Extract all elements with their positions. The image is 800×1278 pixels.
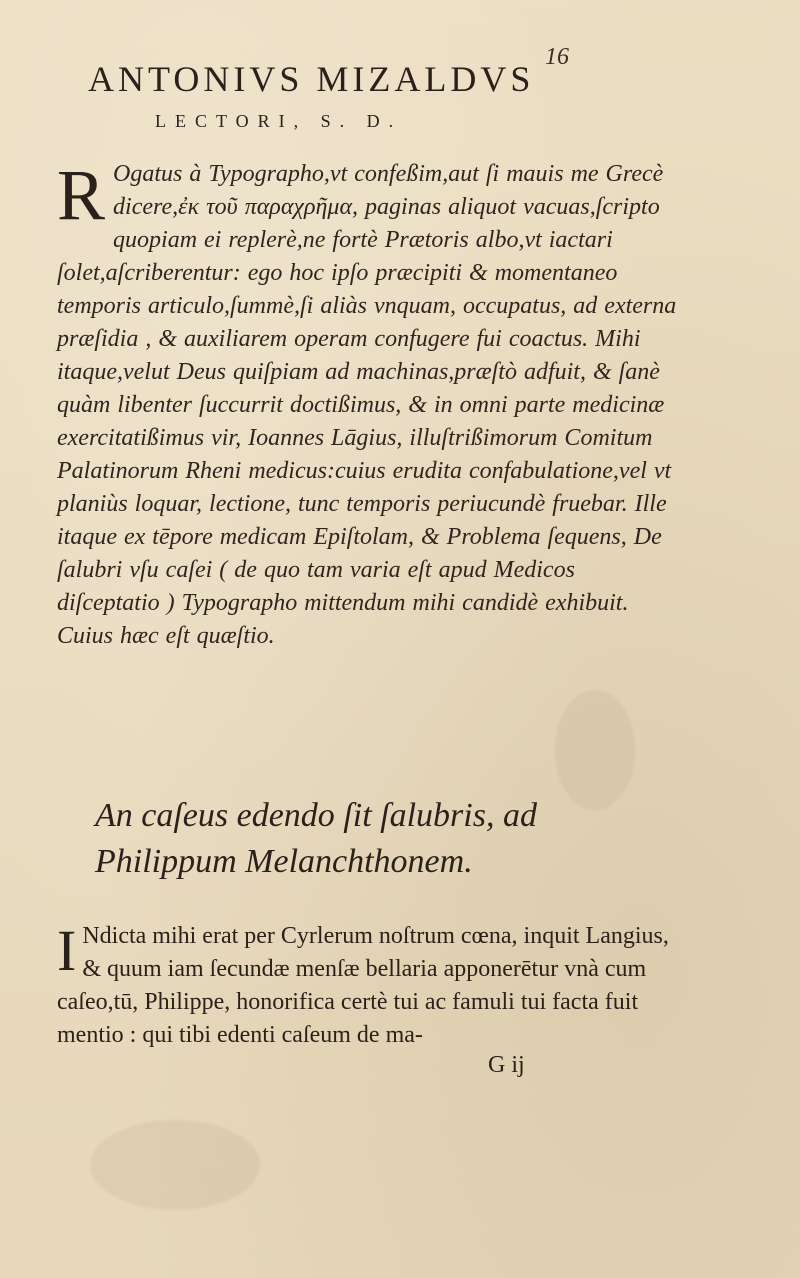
- author-heading: ANTONIVS MIZALDVS: [88, 59, 535, 99]
- letter-text-block: [57, 155, 677, 653]
- page-number: 16: [545, 44, 569, 70]
- paragraph-body: Ndicta mihi erat per Cyrlerum noſtrum cœna, inquit Langius, & quum iam ſecundæ menſæ bellaria apponerētur vnà cum caſeo,tū, Philippe, honorifica certè tui ac famuli tui facta fuit mentio : qui tibi edenti caſeum de ma-: [57, 923, 669, 1048]
- paragraph-drop-cap: I: [57, 918, 77, 983]
- paper-stain: [555, 690, 635, 810]
- letter-body: Ogatus à Typographo,vt confeßim,aut ſi mauis me Grecè dicere,ἐκ τοῦ παραχρῆμα, paginas aliquot vacuas,ſcripto quopiam ei replerè,ne fortè Prætoris albo,vt iactari ſolet,aſcriberentur: ego hoc ipſo præcipiti & momentaneo temporis articulo,ſummè,ſi aliàs vnquam, occupatus, ad externa præſidia , & auxiliarem operam confugere fui coactus. Mihi itaque,velut Deus quiſpiam ad machinas,præſtò adfuit, & ſanè quàm libenter ſuccurrit doctißimus, & in omni parte medicinæ exercitatißimus vir, Ioannes Lāgius, illuſtrißimorum Comitum Palatinorum Rheni medicus:cuius erudita confabulatione,vel vt planiùs loquar, lectione, tunc temporis periucundè fruebar. Ille itaque ex tēpore medicam Epiſtolam, & Problema ſequens, De ſalubri vſu caſei ( de quo tam varia eſt apud Medicos diſceptatio ) Typographo mittendum mihi candidè exhibuit. Cuius hæc eſt quæſtio.: [57, 161, 677, 649]
- section-title-line-1: An caſeus edendo ſit ſalubris, ad: [95, 797, 537, 834]
- greeting-heading: LECTORI, S. D.: [155, 111, 403, 131]
- signature-mark: G ij: [488, 1052, 525, 1078]
- paper-stain: [90, 1120, 260, 1210]
- drop-cap: R: [57, 155, 106, 235]
- section-title-line-2: Philippum Melanchthonem.: [95, 843, 473, 880]
- paragraph-block: [57, 920, 677, 1052]
- section-title: [95, 793, 655, 885]
